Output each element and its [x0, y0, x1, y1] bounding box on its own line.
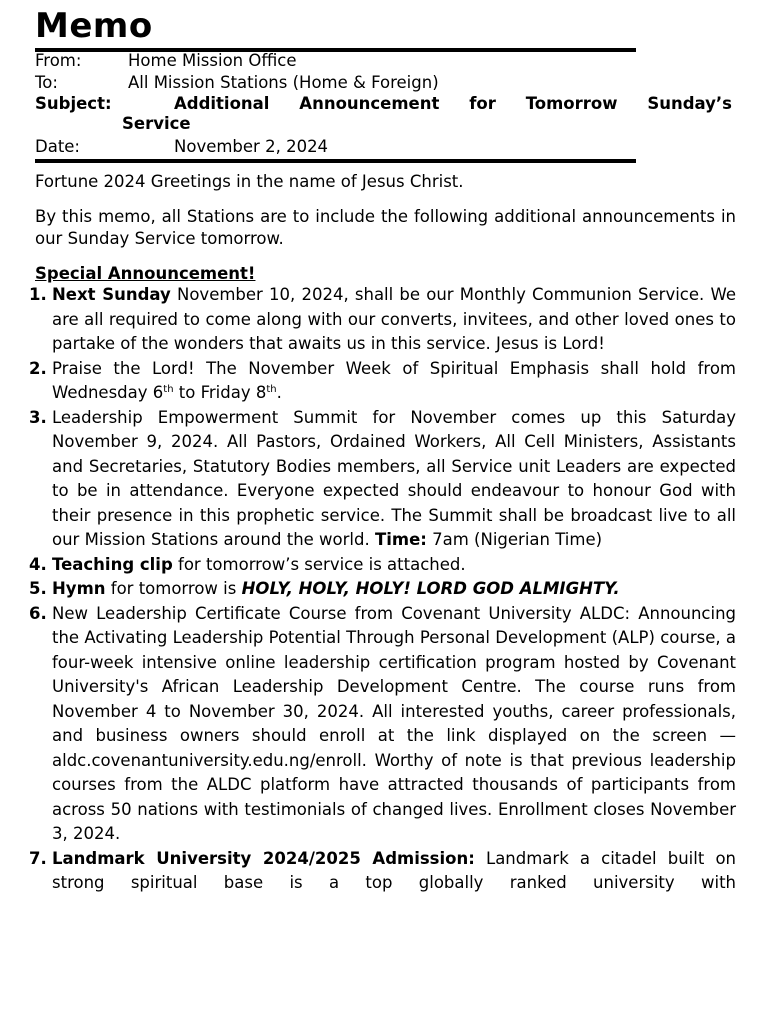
header-divider-bottom — [35, 159, 636, 163]
time-value: 7am (Nigerian Time) — [426, 530, 603, 549]
item-number: 4. — [29, 554, 47, 574]
ordinal-suffix: th — [266, 384, 277, 395]
list-item — [0, 357, 736, 406]
item-lead: Hymn — [52, 579, 106, 598]
subject-value-line2: Service — [122, 114, 191, 133]
item-text: for tomorrow is — [105, 579, 242, 598]
hymn-title: HOLY, HOLY, HOLY! LORD GOD ALMIGHTY. — [241, 579, 620, 598]
item-text: New Leadership Certificate Course from Covenant University ALDC: Announcing the Activating Leadership Potential Through Personal Development (ALP) course, a four-week intensive online leadership certification program hosted by Covenant University's African Leadership Development Centre. The course runs from November 4 to November 30, 2024. All interested youths, career professionals, and business owners should enroll at the link displayed on the screen — aldc.covenantuniversity.edu.ng/enroll. Worthy of note is that previous leadership courses from the ALDC platform have attracted thousands of participants from across 50 nations with testimonials of changed lives. Enrollment closes November 3, 2024. — [52, 603, 736, 843]
item-text: . — [276, 383, 282, 402]
item-number: 1. — [29, 285, 47, 304]
item-text: Leadership Empowerment Summit for November comes up this Saturday November 9, 2024. All Pastors, Ordained Workers, All Cell Ministers, Assistants and Secretaries, Statutory Bodies members, all Service unit Leaders are expected to be in attendance. Everyone expected should endeavour to honour God with their presence in this prophetic service. The Summit shall be broadcast live to all our Mission Stations around the world. — [52, 407, 736, 549]
list-item — [0, 553, 736, 578]
subject-value-line1: Additional Announcement for Tomorrow Sunday’s — [174, 94, 732, 113]
list-item — [0, 406, 736, 553]
date-value: November 2, 2024 — [174, 137, 329, 156]
ordinal-suffix: th — [163, 384, 174, 395]
item-text: to Friday 8 — [173, 383, 267, 402]
item-number: 6. — [29, 603, 47, 623]
from-label: From: — [35, 51, 82, 70]
list-item — [0, 283, 736, 357]
list-item — [0, 847, 736, 896]
item-text: for tomorrow’s service is attached. — [172, 554, 466, 574]
item-lead: Teaching clip — [52, 554, 173, 574]
list-item — [0, 577, 736, 602]
subject-label: Subject: — [35, 94, 112, 113]
to-value: All Mission Stations (Home & Foreign) — [128, 73, 439, 92]
item-text: Landmark a citadel built on strong spiritual base is a top globally ranked university with — [52, 848, 736, 892]
from-value: Home Mission Office — [128, 51, 297, 70]
to-label: To: — [35, 73, 58, 92]
item-number: 3. — [29, 407, 47, 427]
item-text: Praise the Lord! The November Week of Spiritual Emphasis shall hold from Wednesday 6 — [52, 358, 736, 402]
item-text: November 10, 2024, shall be our Monthly Communion Service. We are all required to come along with our converts, invitees, and other loved ones to partake of the wonders that awaits us in this service. Jesus is Lord! — [52, 285, 736, 353]
item-number: 2. — [29, 358, 47, 378]
item-lead: Next Sunday — [52, 285, 171, 304]
list-item — [0, 602, 736, 847]
date-row — [35, 136, 328, 157]
date-label: Date: — [35, 137, 80, 156]
subject-row — [35, 93, 736, 114]
to-row — [35, 72, 439, 93]
intro-paragraph: By this memo, all Stations are to include the following additional announcements in our Sunday Service tomorrow. — [35, 207, 736, 248]
item-number: 5. — [29, 579, 47, 598]
special-announcement-heading: Special Announcement! — [35, 264, 256, 283]
time-label: Time: — [374, 530, 427, 549]
from-row — [35, 50, 297, 71]
item-lead: Landmark University 2024/2025 Admission: — [52, 848, 475, 868]
greeting-paragraph: Fortune 2024 Greetings in the name of Jesus Christ. — [35, 172, 464, 191]
memo-title: Memo — [35, 6, 153, 46]
announcement-list — [0, 283, 736, 896]
item-number: 7. — [29, 848, 47, 868]
